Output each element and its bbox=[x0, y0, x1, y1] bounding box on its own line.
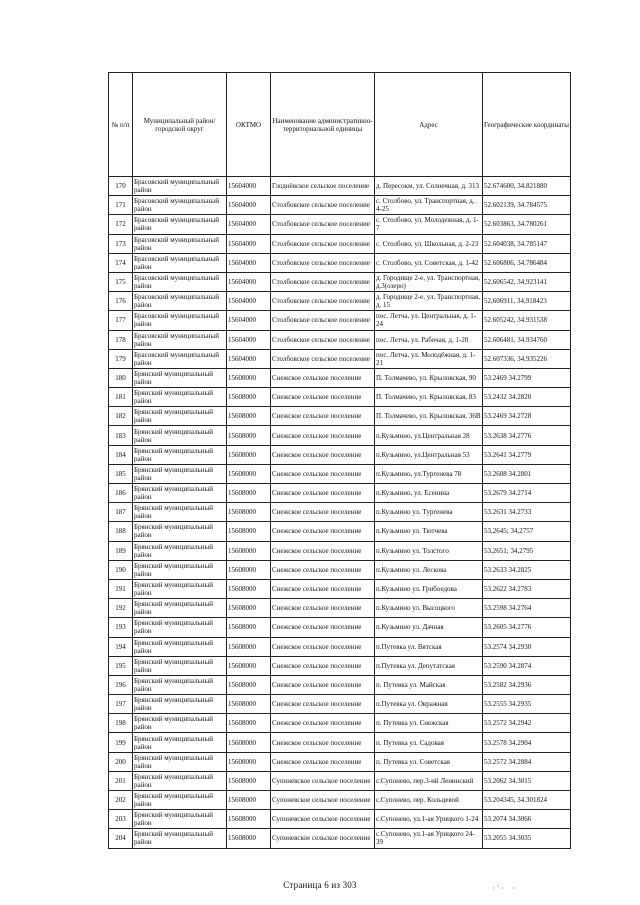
table-row bbox=[109, 253, 571, 272]
municipality-cell: Брянский муниципальный район bbox=[133, 752, 227, 771]
coordinates-cell: 52.607336, 34.935226 bbox=[483, 349, 571, 368]
address-cell: с.Супонево, ул.1-ая Урицкого 24-39 bbox=[375, 829, 483, 848]
row-number: 196 bbox=[109, 675, 133, 694]
table-row bbox=[109, 656, 571, 675]
admin-unit-cell: Супоневское сельское поселение bbox=[271, 810, 375, 829]
municipality-cell: Брянский муниципальный район bbox=[133, 484, 227, 503]
municipality-cell: Брянский муниципальный район bbox=[133, 618, 227, 637]
municipality-cell: Брянский муниципальный район bbox=[133, 675, 227, 694]
oktmo-cell: 15608000 bbox=[227, 388, 271, 407]
address-cell: п.Путевка ул. Овражная bbox=[375, 695, 483, 714]
municipality-cell: Брянский муниципальный район bbox=[133, 733, 227, 752]
admin-unit-cell: Столбовское сельское поселение bbox=[271, 234, 375, 253]
row-number: 200 bbox=[109, 752, 133, 771]
admin-unit-cell: Снежское сельское поселение bbox=[271, 426, 375, 445]
row-number: 198 bbox=[109, 714, 133, 733]
municipality-cell: Брянский муниципальный район bbox=[133, 714, 227, 733]
admin-unit-cell: Снежское сельское поселение bbox=[271, 733, 375, 752]
table-row bbox=[109, 752, 571, 771]
table-row bbox=[109, 733, 571, 752]
coordinates-cell: 53.2572 34.2884 bbox=[483, 752, 571, 771]
oktmo-cell: 15608000 bbox=[227, 771, 271, 790]
admin-unit-cell: Снежское сельское поселение bbox=[271, 637, 375, 656]
table-row bbox=[109, 234, 571, 253]
admin-unit-cell: Снежское сельское поселение bbox=[271, 579, 375, 598]
row-number: 188 bbox=[109, 522, 133, 541]
coordinates-cell: 52.604038, 34.785147 bbox=[483, 234, 571, 253]
address-cell: с.Супонево, ул.1-ая Урицкого 1-24 bbox=[375, 810, 483, 829]
admin-unit-cell: Столбовское сельское поселение bbox=[271, 330, 375, 349]
address-cell: п.Кузьмино ул. Толстого bbox=[375, 541, 483, 560]
table-row bbox=[109, 771, 571, 790]
admin-unit-cell: Столбовское сельское поселение bbox=[271, 311, 375, 330]
municipality-cell: Брянский муниципальный район bbox=[133, 810, 227, 829]
admin-unit-cell: Снежское сельское поселение bbox=[271, 695, 375, 714]
table-row bbox=[109, 522, 571, 541]
table-row bbox=[109, 368, 571, 387]
address-cell: пос. Летча, ул. Рабочая, д. 1-20 bbox=[375, 330, 483, 349]
coordinates-cell: 53,2645; 34,2757 bbox=[483, 522, 571, 541]
oktmo-cell: 15608000 bbox=[227, 560, 271, 579]
municipality-cell: Брасовский муниципальный район bbox=[133, 330, 227, 349]
coordinates-cell: 52.602139, 34.784575 bbox=[483, 196, 571, 215]
row-number: 180 bbox=[109, 368, 133, 387]
oktmo-cell: 15608000 bbox=[227, 618, 271, 637]
header-oktmo: ОКТМО bbox=[227, 73, 271, 177]
municipality-cell: Брянский муниципальный район bbox=[133, 388, 227, 407]
table-row bbox=[109, 618, 571, 637]
oktmo-cell: 15604000 bbox=[227, 292, 271, 311]
row-number: 187 bbox=[109, 503, 133, 522]
row-number: 182 bbox=[109, 407, 133, 426]
table-row bbox=[109, 579, 571, 598]
oktmo-cell: 15608000 bbox=[227, 599, 271, 618]
coordinates-cell: 53.204345, 34.301824 bbox=[483, 791, 571, 810]
address-cell: с.Супонево, пер.3-ий Ленинский bbox=[375, 771, 483, 790]
coordinates-cell: 53.2622 34.2783 bbox=[483, 579, 571, 598]
address-cell: П. Толмачево, ул. Крыловская, 36В bbox=[375, 407, 483, 426]
row-number: 195 bbox=[109, 656, 133, 675]
admin-unit-cell: Столбовское сельское поселение bbox=[271, 349, 375, 368]
admin-unit-cell: Столбовское сельское поселение bbox=[271, 292, 375, 311]
address-cell: п.Кузьмино, ул.Центральная 28 bbox=[375, 426, 483, 445]
oktmo-cell: 15608000 bbox=[227, 407, 271, 426]
oktmo-cell: 15608000 bbox=[227, 426, 271, 445]
municipality-cell: Брянский муниципальный район bbox=[133, 579, 227, 598]
admin-unit-cell: Снежское сельское поселение bbox=[271, 560, 375, 579]
admin-unit-cell: Снежское сельское поселение bbox=[271, 541, 375, 560]
coordinates-cell: 52.606806, 34.786484 bbox=[483, 253, 571, 272]
admin-unit-cell: Снежское сельское поселение bbox=[271, 599, 375, 618]
municipality-cell: Брянский муниципальный район bbox=[133, 560, 227, 579]
municipality-cell: Брянский муниципальный район bbox=[133, 637, 227, 656]
coordinates-cell: 53.2605 34.2776 bbox=[483, 618, 571, 637]
table-row bbox=[109, 829, 571, 848]
oktmo-cell: 15608000 bbox=[227, 445, 271, 464]
row-number: 202 bbox=[109, 791, 133, 810]
address-cell: д. Городище 2-е, ул. Транспортная, д.3(озеро) bbox=[375, 272, 483, 291]
row-number: 192 bbox=[109, 599, 133, 618]
table-row bbox=[109, 407, 571, 426]
address-cell: с. Столбово, ул. Советская, д. 1-42 bbox=[375, 253, 483, 272]
coordinates-cell: 53.2679 34.2714 bbox=[483, 484, 571, 503]
table-row bbox=[109, 272, 571, 291]
municipality-cell: Брянский муниципальный район bbox=[133, 445, 227, 464]
admin-unit-cell: Столбовское сельское поселение bbox=[271, 215, 375, 234]
row-number: 177 bbox=[109, 311, 133, 330]
admin-unit-cell: Снежское сельское поселение bbox=[271, 484, 375, 503]
oktmo-cell: 15608000 bbox=[227, 829, 271, 848]
table-row bbox=[109, 464, 571, 483]
row-number: 181 bbox=[109, 388, 133, 407]
coordinates-cell: 53.2469 34.2799 bbox=[483, 368, 571, 387]
row-number: 184 bbox=[109, 445, 133, 464]
address-cell: п.Кузьмино ул. Дачная bbox=[375, 618, 483, 637]
address-cell: п. Путевка ул. Снежская bbox=[375, 714, 483, 733]
coordinates-cell: 53,2651; 34,2795 bbox=[483, 541, 571, 560]
coordinates-cell: 53.2641 34.2779 bbox=[483, 445, 571, 464]
coordinates-cell: 53.2638 34.2776 bbox=[483, 426, 571, 445]
address-cell: п.Кузьмино ул. Тургенева bbox=[375, 503, 483, 522]
table-row bbox=[109, 388, 571, 407]
address-cell: пос. Летча, ул. Центральная, д. 1-24 bbox=[375, 311, 483, 330]
admin-unit-cell: Снежское сельское поселение bbox=[271, 714, 375, 733]
address-cell: п. Путевка ул. Майская bbox=[375, 675, 483, 694]
row-number: 176 bbox=[109, 292, 133, 311]
address-cell: п.Путевка ул. Вятская bbox=[375, 637, 483, 656]
row-number: 203 bbox=[109, 810, 133, 829]
address-cell: п. Путевка ул. Садовая bbox=[375, 733, 483, 752]
table-row bbox=[109, 695, 571, 714]
admin-unit-cell: Снежское сельское поселение bbox=[271, 618, 375, 637]
admin-unit-cell: Снежское сельское поселение bbox=[271, 464, 375, 483]
municipality-cell: Брянский муниципальный район bbox=[133, 771, 227, 790]
row-number: 183 bbox=[109, 426, 133, 445]
coordinates-cell: 53.2598 34.2764 bbox=[483, 599, 571, 618]
address-cell: п.Кузьмино ул. Тютчева bbox=[375, 522, 483, 541]
row-number: 186 bbox=[109, 484, 133, 503]
coordinates-cell: 53.2582 34.2936 bbox=[483, 675, 571, 694]
table-row bbox=[109, 426, 571, 445]
row-number: 171 bbox=[109, 196, 133, 215]
header-coordinates: Географические координаты bbox=[483, 73, 571, 177]
coordinates-cell: 53.2590 34.2874 bbox=[483, 656, 571, 675]
coordinates-cell: 52,606911, 34,918423 bbox=[483, 292, 571, 311]
address-cell: пос. Летча, ул. Молодёжная, д. 1-21 bbox=[375, 349, 483, 368]
coordinates-cell: 53.2074 34.3066 bbox=[483, 810, 571, 829]
municipality-cell: Брянский муниципальный район bbox=[133, 695, 227, 714]
table-row bbox=[109, 675, 571, 694]
table-row bbox=[109, 445, 571, 464]
table-row bbox=[109, 311, 571, 330]
row-number: 201 bbox=[109, 771, 133, 790]
coordinates-cell: 53.2055 34.3035 bbox=[483, 829, 571, 848]
coordinates-cell: 53.2432 34.2820 bbox=[483, 388, 571, 407]
oktmo-cell: 15604000 bbox=[227, 196, 271, 215]
oktmo-cell: 15608000 bbox=[227, 637, 271, 656]
municipality-cell: Брасовский муниципальный район bbox=[133, 215, 227, 234]
oktmo-cell: 15608000 bbox=[227, 695, 271, 714]
coordinates-cell: 52.603863, 34.780261 bbox=[483, 215, 571, 234]
oktmo-cell: 15604000 bbox=[227, 215, 271, 234]
row-number: 194 bbox=[109, 637, 133, 656]
table-row bbox=[109, 714, 571, 733]
municipality-cell: Брасовский муниципальный район bbox=[133, 196, 227, 215]
row-number: 190 bbox=[109, 560, 133, 579]
scan-marks: · ` · · bbox=[492, 884, 515, 893]
row-number: 197 bbox=[109, 695, 133, 714]
oktmo-cell: 15608000 bbox=[227, 464, 271, 483]
admin-unit-cell: Снежское сельское поселение bbox=[271, 752, 375, 771]
address-cell: д. Городище 2-е, ул. Транспортная, д. 15 bbox=[375, 292, 483, 311]
address-cell: п.Кузьмино ул. Грибоедова bbox=[375, 579, 483, 598]
municipality-cell: Брасовский муниципальный район bbox=[133, 349, 227, 368]
oktmo-cell: 15608000 bbox=[227, 714, 271, 733]
table-row bbox=[109, 637, 571, 656]
admin-unit-cell: Столбовское сельское поселение bbox=[271, 253, 375, 272]
table-row bbox=[109, 292, 571, 311]
table-row bbox=[109, 791, 571, 810]
admin-unit-cell: Снежское сельское поселение bbox=[271, 522, 375, 541]
address-cell: с.Супонево, пер. Кольцевой bbox=[375, 791, 483, 810]
coordinates-cell: 52.605242, 34.931538 bbox=[483, 311, 571, 330]
header-municipality: Муниципальный район/городской округ bbox=[133, 73, 227, 177]
coordinates-cell: 53.2555 34.2935 bbox=[483, 695, 571, 714]
table-header-row bbox=[109, 73, 571, 177]
address-cell: п.Кузьмино ул. Лескова bbox=[375, 560, 483, 579]
admin-unit-cell: Глоднёвское сельское поселение bbox=[271, 177, 375, 196]
row-number: 185 bbox=[109, 464, 133, 483]
oktmo-cell: 15608000 bbox=[227, 522, 271, 541]
table-row bbox=[109, 215, 571, 234]
oktmo-cell: 15604000 bbox=[227, 253, 271, 272]
admin-unit-cell: Снежское сельское поселение bbox=[271, 656, 375, 675]
header-admin-unit: Наименование административно-территориальной единицы bbox=[271, 73, 375, 177]
coordinates-cell: 53.2574 34.2930 bbox=[483, 637, 571, 656]
row-number: 179 bbox=[109, 349, 133, 368]
row-number: 204 bbox=[109, 829, 133, 848]
admin-unit-cell: Снежское сельское поселение bbox=[271, 675, 375, 694]
admin-unit-cell: Супоневское сельское поселение bbox=[271, 829, 375, 848]
row-number: 175 bbox=[109, 272, 133, 291]
coordinates-cell: 52.674600, 34.821880 bbox=[483, 177, 571, 196]
admin-unit-cell: Супоневское сельское поселение bbox=[271, 791, 375, 810]
municipality-cell: Брянский муниципальный район bbox=[133, 791, 227, 810]
oktmo-cell: 15604000 bbox=[227, 177, 271, 196]
address-cell: п.Кузьмино, ул.Центральная 53 bbox=[375, 445, 483, 464]
municipality-cell: Брянский муниципальный район bbox=[133, 599, 227, 618]
table-row bbox=[109, 349, 571, 368]
table-row bbox=[109, 196, 571, 215]
row-number: 199 bbox=[109, 733, 133, 752]
address-cell: п.Кузьмино, ул.Тургенева 78 bbox=[375, 464, 483, 483]
row-number: 178 bbox=[109, 330, 133, 349]
address-cell: п.Кузьмино, ул. Есенина bbox=[375, 484, 483, 503]
oktmo-cell: 15608000 bbox=[227, 541, 271, 560]
admin-unit-cell: Снежское сельское поселение bbox=[271, 503, 375, 522]
table-row bbox=[109, 560, 571, 579]
row-number: 173 bbox=[109, 234, 133, 253]
row-number: 191 bbox=[109, 579, 133, 598]
municipality-cell: Брянский муниципальный район bbox=[133, 426, 227, 445]
municipality-cell: Брасовский муниципальный район bbox=[133, 292, 227, 311]
municipality-cell: Брянский муниципальный район bbox=[133, 368, 227, 387]
oktmo-cell: 15608000 bbox=[227, 733, 271, 752]
municipality-cell: Брасовский муниципальный район bbox=[133, 234, 227, 253]
coordinates-cell: 53.2062 34.3015 bbox=[483, 771, 571, 790]
oktmo-cell: 15608000 bbox=[227, 656, 271, 675]
address-cell: с. Столбово, ул. Транспортная, д. 4-25 bbox=[375, 196, 483, 215]
municipality-cell: Брасовский муниципальный район bbox=[133, 253, 227, 272]
table-row bbox=[109, 330, 571, 349]
address-cell: п.Путевка ул. Депутатская bbox=[375, 656, 483, 675]
row-number: 174 bbox=[109, 253, 133, 272]
header-address: Адрес bbox=[375, 73, 483, 177]
municipality-cell: Брасовский муниципальный район bbox=[133, 177, 227, 196]
address-cell: П. Толмачево, ул. Крыловская, 90 bbox=[375, 368, 483, 387]
municipality-cell: Брянский муниципальный район bbox=[133, 829, 227, 848]
municipality-cell: Брасовский муниципальный район bbox=[133, 311, 227, 330]
row-number: 170 bbox=[109, 177, 133, 196]
coordinates-cell: 52,606542, 34,923141 bbox=[483, 272, 571, 291]
oktmo-cell: 15604000 bbox=[227, 311, 271, 330]
municipality-cell: Брянский муниципальный район bbox=[133, 464, 227, 483]
oktmo-cell: 15608000 bbox=[227, 810, 271, 829]
oktmo-cell: 15604000 bbox=[227, 349, 271, 368]
address-cell: с. Столбово, ул. Школьная, д. 2-23 bbox=[375, 234, 483, 253]
oktmo-cell: 15608000 bbox=[227, 503, 271, 522]
page-number: Страница 6 из 303 bbox=[283, 880, 357, 890]
admin-unit-cell: Супоневское сельское поселение bbox=[271, 771, 375, 790]
coordinates-cell: 53.2608 34.2801 bbox=[483, 464, 571, 483]
coordinates-cell: 53.2631 34.2733 bbox=[483, 503, 571, 522]
coordinates-cell: 52.606481, 34.934760 bbox=[483, 330, 571, 349]
municipality-cell: Брянский муниципальный район bbox=[133, 541, 227, 560]
table-row bbox=[109, 599, 571, 618]
table-row bbox=[109, 810, 571, 829]
admin-unit-cell: Снежское сельское поселение bbox=[271, 368, 375, 387]
table-row bbox=[109, 503, 571, 522]
header-num: № п/п bbox=[109, 73, 133, 177]
oktmo-cell: 15608000 bbox=[227, 579, 271, 598]
coordinates-cell: 53.2469 34.2728 bbox=[483, 407, 571, 426]
row-number: 172 bbox=[109, 215, 133, 234]
municipality-cell: Брянский муниципальный район bbox=[133, 407, 227, 426]
municipality-cell: Брасовский муниципальный район bbox=[133, 272, 227, 291]
address-cell: п. Путевка ул. Советская bbox=[375, 752, 483, 771]
oktmo-cell: 15608000 bbox=[227, 675, 271, 694]
municipality-cell: Брянский муниципальный район bbox=[133, 522, 227, 541]
oktmo-cell: 15608000 bbox=[227, 368, 271, 387]
admin-unit-cell: Столбовское сельское поселение bbox=[271, 196, 375, 215]
coordinates-cell: 53.2572 34.2942 bbox=[483, 714, 571, 733]
municipality-cell: Брянский муниципальный район bbox=[133, 503, 227, 522]
admin-unit-cell: Снежское сельское поселение bbox=[271, 388, 375, 407]
table-row bbox=[109, 484, 571, 503]
admin-unit-cell: Снежское сельское поселение bbox=[271, 445, 375, 464]
address-cell: д. Пересокм, ул. Солнечная, д. 313 bbox=[375, 177, 483, 196]
address-cell: с. Столбово, ул. Молодежная, д. 1-7 bbox=[375, 215, 483, 234]
oktmo-cell: 15608000 bbox=[227, 752, 271, 771]
table-row bbox=[109, 541, 571, 560]
coordinates-cell: 53.2633 34.2825 bbox=[483, 560, 571, 579]
row-number: 189 bbox=[109, 541, 133, 560]
oktmo-cell: 15608000 bbox=[227, 791, 271, 810]
admin-unit-cell: Снежское сельское поселение bbox=[271, 407, 375, 426]
coordinates-table bbox=[108, 72, 571, 849]
coordinates-cell: 53.2578 34.2904 bbox=[483, 733, 571, 752]
row-number: 193 bbox=[109, 618, 133, 637]
address-cell: п.Кузьмино ул. Высоцкого bbox=[375, 599, 483, 618]
oktmo-cell: 15604000 bbox=[227, 234, 271, 253]
municipality-cell: Брянский муниципальный район bbox=[133, 656, 227, 675]
address-cell: П. Толмачево, ул. Крыловская, 83 bbox=[375, 388, 483, 407]
oktmo-cell: 15608000 bbox=[227, 484, 271, 503]
oktmo-cell: 15604000 bbox=[227, 272, 271, 291]
admin-unit-cell: Столбовское сельское поселение bbox=[271, 272, 375, 291]
oktmo-cell: 15604000 bbox=[227, 330, 271, 349]
table-row bbox=[109, 177, 571, 196]
